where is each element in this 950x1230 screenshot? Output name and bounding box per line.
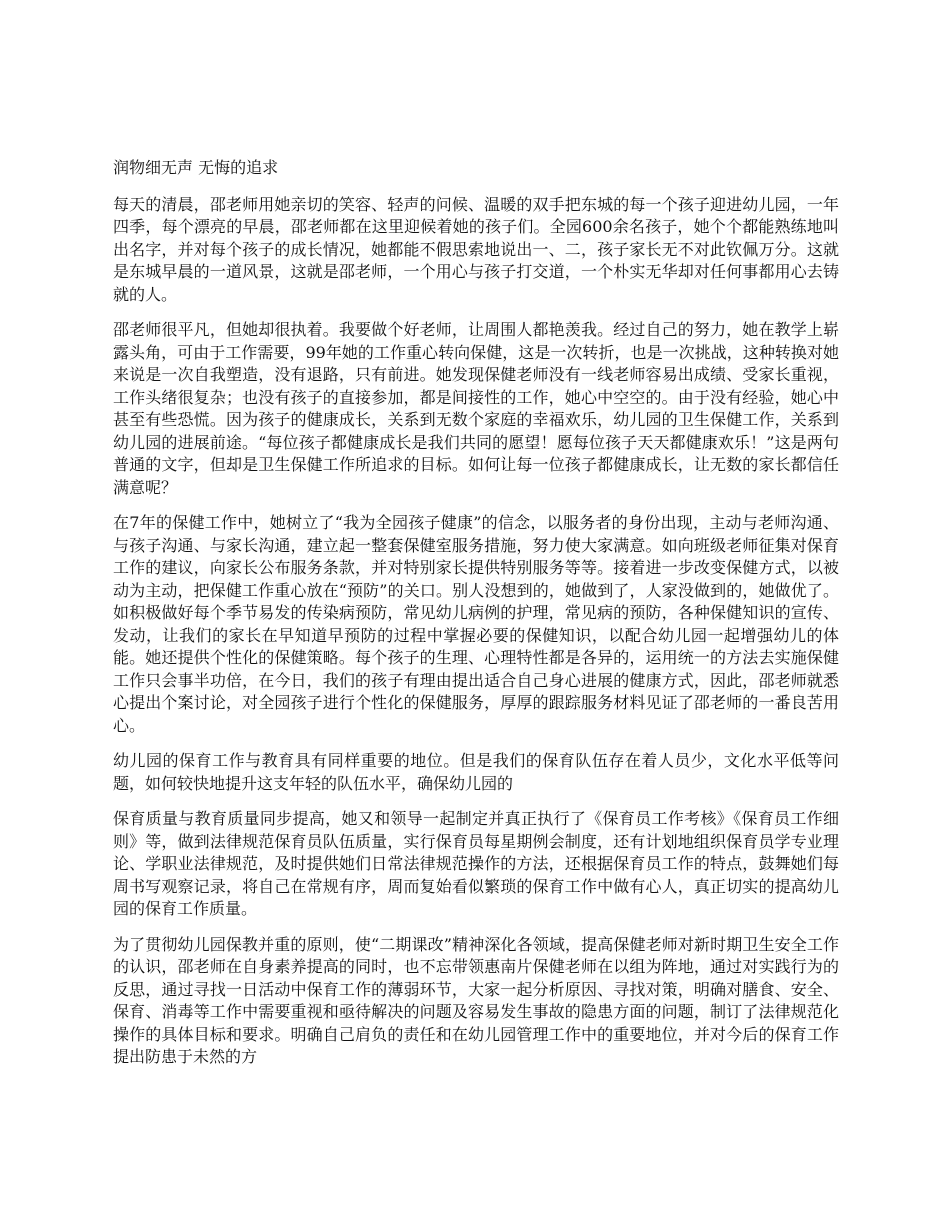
paragraph-2: 邵老师很平凡，但她却很执着。我要做个好老师，让周围人都艳羡我。经过自己的努力，她在教学上崭露头角，可由于工作需要，99年她的工作重心转向保健，这是一次转折，也是一次挑战，这种转换对她来说是一次自我塑造，没有退路，只有前进。她发现保健老师没有一线老师容易出成绩、受家长重视，工作头绪很复杂；也没有孩子的直接参加，都是间接性的工作，她心中空空的。由于没有经验，她心中甚至有些恐慌。因为孩子的健康成长，关系到无数个家庭的幸福欢乐，幼儿园的卫生保健工作，关系到幼儿园的进展前途。“每位孩子都健康成长是我们共同的愿望！愿每位孩子天天都健康欢乐！”这是两句普通的文字，但却是卫生保健工作所追求的目标。如何让每一位孩子都健康成长，让无数的家长都信任满意呢？ xyxy=(113,320,839,497)
paragraph-4: 幼儿园的保育工作与教育具有同样重要的地位。但是我们的保育队伍存在着人员少，文化水平低等问题，如何较快地提升这支年轻的队伍水平，确保幼儿园的 xyxy=(113,751,839,793)
paragraph-5: 保育质量与教育质量同步提高，她又和领导一起制定并真正执行了《保育员工作考核》《保育员工作细则》等，做到法律规范保育员队伍质量，实行保育员每星期例会制度，还有计划地组织保育员学专业理论、学职业法律规范，及时提供她们日常法律规范操作的方法，还根据保育员工作的特点，鼓舞她们每周书写观察记录，将自己在常规有序，周而复始看似繁琐的保育工作中做有心人，真正切实的提高幼儿园的保育工作质量。 xyxy=(113,809,839,918)
paragraph-1: 每天的清晨，邵老师用她亲切的笑容、轻声的问候、温暖的双手把东城的每一个孩子迎进幼儿园，一年四季，每个漂亮的早晨，邵老师都在这里迎候着她的孩子们。全园600余名孩子，她个个都能熟练地叫出名字，并对每个孩子的成长情况，她都能不假思索地说出一、二，孩子家长无不对此钦佩万分。这就是东城早晨的一道风景，这就是邵老师，一个用心与孩子打交道，一个朴实无华却对任何事都用心去铸就的人。 xyxy=(113,194,839,304)
document-title: 润物细无声 无悔的追求 xyxy=(113,158,279,177)
paragraph-6: 为了贯彻幼儿园保教并重的原则，使“二期课改”精神深化各领域，提高保健老师对新时期卫生安全工作的认识，邵老师在自身素养提高的同时，也不忘带领惠南片保健老师在以组为阵地，通过对实践行为的反思，通过寻找一日活动中保育工作的薄弱环节，大家一起分析原因、寻找对策，明确对膳食、安全、保育、消毒等工作中需要重视和亟待解决的问题及容易发生事故的隐患方面的问题，制订了法律规范化操作的具体目标和要求。明确自己肩负的责任和在幼儿园管理工作中的重要地位，并对今后的保育工作提出防患于未然的方 xyxy=(113,934,839,1066)
document-body xyxy=(113,157,839,1082)
paragraph-3: 在7年的保健工作中，她树立了“我为全园孩子健康”的信念，以服务者的身份出现，主动与老师沟通、与孩子沟通、与家长沟通，建立起一整套保健室服务措施，努力使大家满意。如向班级老师征集对保育工作的建议，向家长公布服务条款，并对特别家长提供特别服务等等。接着进一步改变保健方式，以被动为主动，把保健工作重心放在“预防”的关口。别人没想到的，她做到了，人家没做到的，她做优了。如积极做好每个季节易发的传染病预防，常见幼儿病例的护理，常见病的预防，各种保健知识的宣传、发动，让我们的家长在早知道早预防的过程中掌握必要的保健知识，以配合幼儿园一起增强幼儿的体能。她还提供个性化的保健策略。每个孩子的生理、心理特性都是各异的，运用统一的方法去实施保健工作只会事半功倍，在今日，我们的孩子有理由提出适合自己身心进展的健康方式，因此，邵老师就悉心提出个案讨论，对全园孩子进行个性化的保健服务，厚厚的跟踪服务材料见证了邵老师的一番良苦用心。 xyxy=(113,513,839,735)
